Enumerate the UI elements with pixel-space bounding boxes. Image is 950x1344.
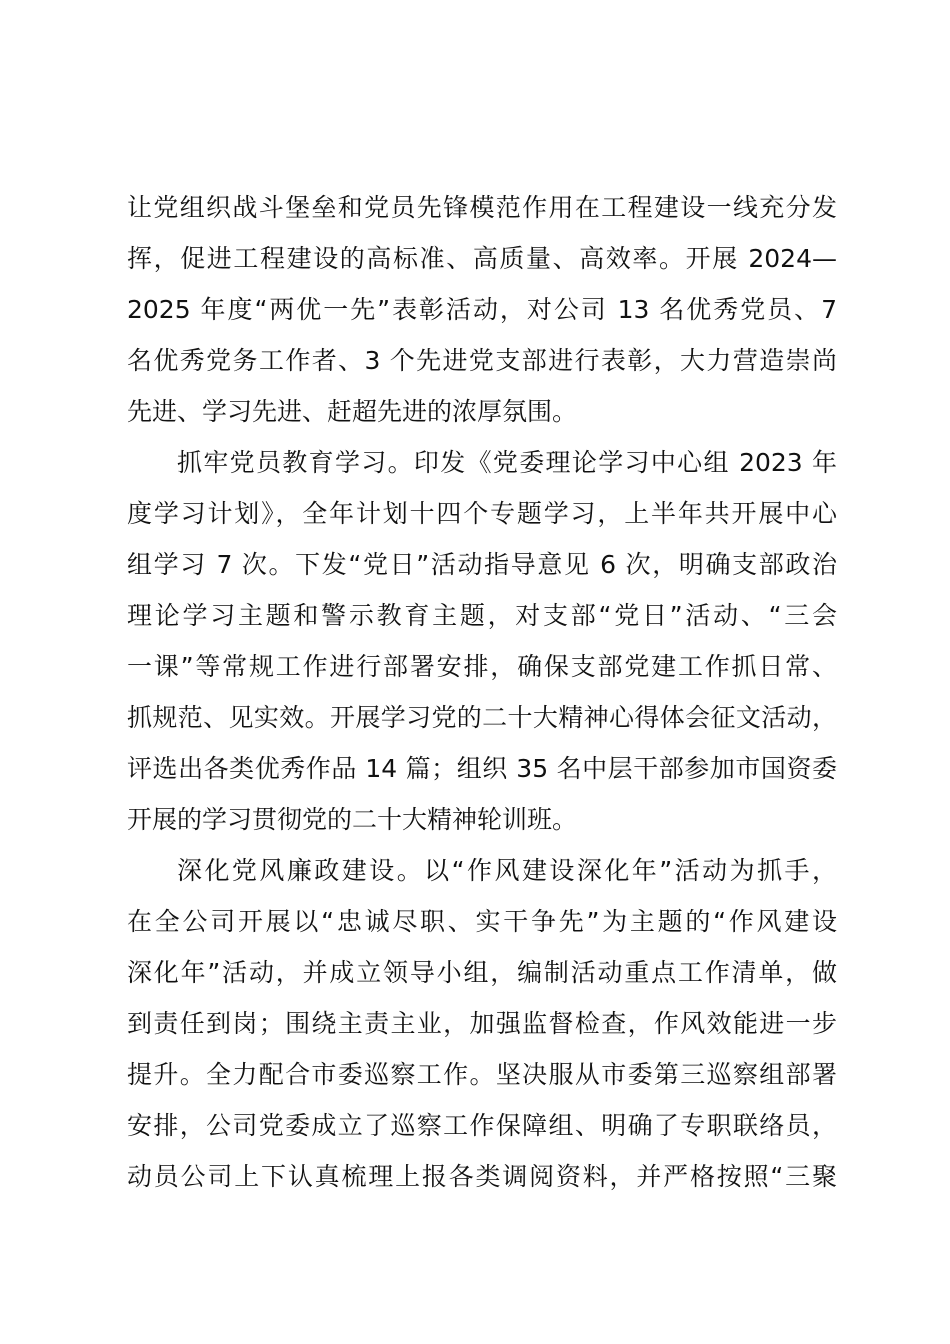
text-line: 度学习计划》，全年计划十四个专题学习，上半年共开展中心 [127, 499, 837, 528]
paragraph-first-line: 深化党风廉政建设。以“作风建设深化年”活动为抓手， [177, 856, 837, 885]
text-line: 理论学习主题和警示教育主题，对支部“党日”活动、“三会 [127, 601, 837, 630]
paragraph-first-line: 抓牢党员教育学习。印发《党委理论学习中心组 2023 年 [177, 448, 837, 477]
text-line: 安排，公司党委成立了巡察工作保障组、明确了专职联络员， [127, 1111, 837, 1140]
text-line: 2025 年度“两优一先”表彰活动，对公司 13 名优秀党员、7 [127, 295, 837, 324]
text-line: 让党组织战斗堡垒和党员先锋模范作用在工程建设一线充分发 [127, 193, 837, 222]
paragraph-end-line: 先进、学习先进、赶超先进的浓厚氛围。 [127, 397, 578, 426]
text-line: 挥，促进工程建设的高标准、高质量、高效率。开展 2024— [127, 244, 837, 273]
paragraph-end-line: 开展的学习贯彻党的二十大精神轮训班。 [127, 805, 578, 834]
text-line: 提升。全力配合市委巡察工作。坚决服从市委第三巡察组部署 [127, 1060, 837, 1089]
text-line: 评选出各类优秀作品 14 篇；组织 35 名中层干部参加市国资委 [127, 754, 837, 783]
text-line: 到责任到岗；围绕主责主业，加强监督检查，作风效能进一步 [127, 1009, 837, 1038]
text-line: 在全公司开展以“忠诚尽职、实干争先”为主题的“作风建设 [127, 907, 837, 936]
text-line: 组学习 7 次。下发“党日”活动指导意见 6 次，明确支部政治 [127, 550, 837, 579]
text-line: 动员公司上下认真梳理上报各类调阅资料，并严格按照“三聚 [127, 1162, 837, 1191]
text-line: 名优秀党务工作者、3 个先进党支部进行表彰，大力营造崇尚 [127, 346, 837, 375]
body-text [127, 182, 837, 1202]
text-line: 抓规范、见实效。开展学习党的二十大精神心得体会征文活动， [127, 703, 837, 732]
text-line: 一课”等常规工作进行部署安排，确保支部党建工作抓日常、 [127, 652, 837, 681]
text-line: 深化年”活动，并成立领导小组，编制活动重点工作清单，做 [127, 958, 837, 987]
